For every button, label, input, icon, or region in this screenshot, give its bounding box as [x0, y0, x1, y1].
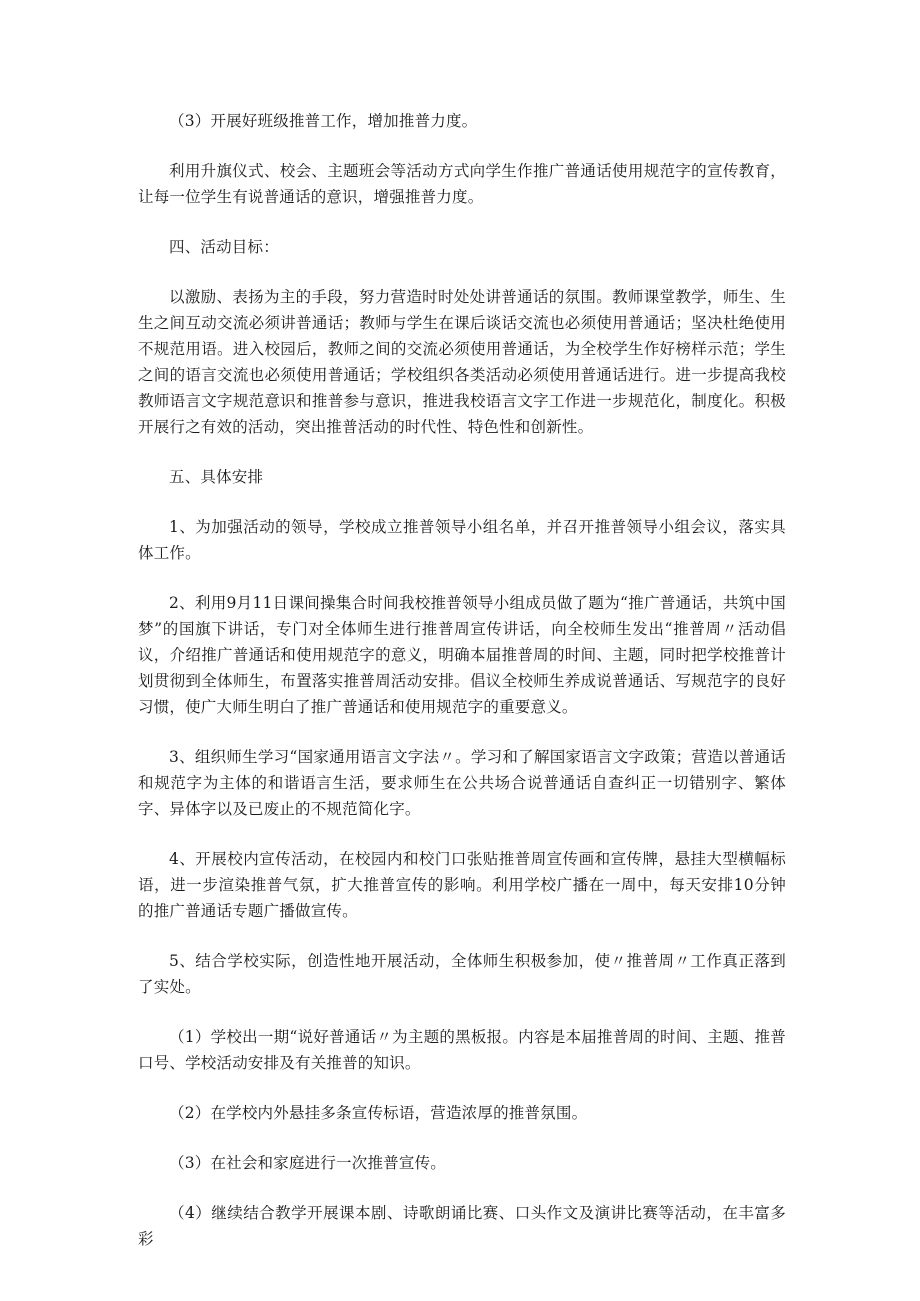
sub-item-4: （4）继续结合教学开展课本剧、诗歌朗诵比赛、口头作文及演讲比赛等活动，在丰富多彩 [138, 1204, 786, 1248]
sub-item-1: （1）学校出一期“说好普通话〃为主题的黑板报。内容是本届推普周的时间、主题、推普口号、学校活动安排及有关推普的知识。 [138, 1028, 786, 1072]
section-heading-goals: 四、活动目标： [169, 238, 279, 256]
list-item-4: 4、开展校内宣传活动，在校园内和校门口张贴推普周宣传画和宣传牌，悬挂大型横幅标语，进一步渲染推普气氛，扩大推普宣传的影响。利用学校广播在一周中，每天安排10分钟的推广普通话专题广播做宣传。 [138, 850, 786, 920]
section-heading-arrangements: 五、具体安排 [169, 468, 264, 486]
paragraph-class-promotion: （3）开展好班级推普工作，增加推普力度。 [169, 112, 478, 130]
sub-item-3: （3）在社会和家庭进行一次推普宣传。 [169, 1154, 446, 1172]
list-item-3: 3、组织师生学习“国家通用语言文字法〃。学习和了解国家语言文字政策；营造以普通话和规范字为主体的和谐语言生活，要求师生在公共场合说普通话自查纠正一切错别字、繁体字、异体字以及已废止的不规范简化字。 [138, 748, 786, 818]
paragraph-flag-ceremony: 利用升旗仪式、校会、主题班会等活动方式向学生作推广普通话使用规范字的宣传教育，让每一位学生有说普通话的意识，增强推普力度。 [138, 162, 786, 206]
list-item-1: 1、为加强活动的领导，学校成立推普领导小组名单，并召开推普领导小组会议，落实具体工作。 [138, 518, 786, 562]
list-item-5: 5、结合学校实际，创造性地开展活动，全体师生积极参加，使〃推普周〃工作真正落到了实处。 [138, 952, 786, 996]
sub-item-2: （2）在学校内外悬挂多条宣传标语，营造浓厚的推普氛围。 [169, 1104, 588, 1122]
document-body [138, 108, 786, 1252]
list-item-2: 2、利用9月11日课间操集合时间我校推普领导小组成员做了题为“推广普通话，共筑中国梦”的国旗下讲话，专门对全体师生进行推普周宣传讲话，向全校师生发出“推普周〃活动倡议，介绍推广普通话和使用规范字的意义，明确本届推普周的时间、主题，同时把学校推普计划贯彻到全体师生，布置落实推普周活动安排。倡议全校师生养成说普通话、写规范字的良好习惯，使广大师生明白了推广普通话和使用规范字的重要意义。 [138, 594, 786, 716]
paragraph-goals: 以激励、表扬为主的手段，努力营造时时处处讲普通话的氛围。教师课堂教学，师生、生生之间互动交流必须讲普通话；教师与学生在课后谈话交流也必须使用普通话；坚决杜绝使用不规范用语。进入校园后，教师之间的交流必须使用普通话，为全校学生作好榜样示范；学生之间的语言交流也必须使用普通话；学校组织各类活动必须使用普通话进行。进一步提高我校教师语言文字规范意识和推普参与意识，推进我校语言文字工作进一步规范化，制度化。积极开展行之有效的活动，突出推普活动的时代性、特色性和创新性。 [138, 288, 786, 436]
